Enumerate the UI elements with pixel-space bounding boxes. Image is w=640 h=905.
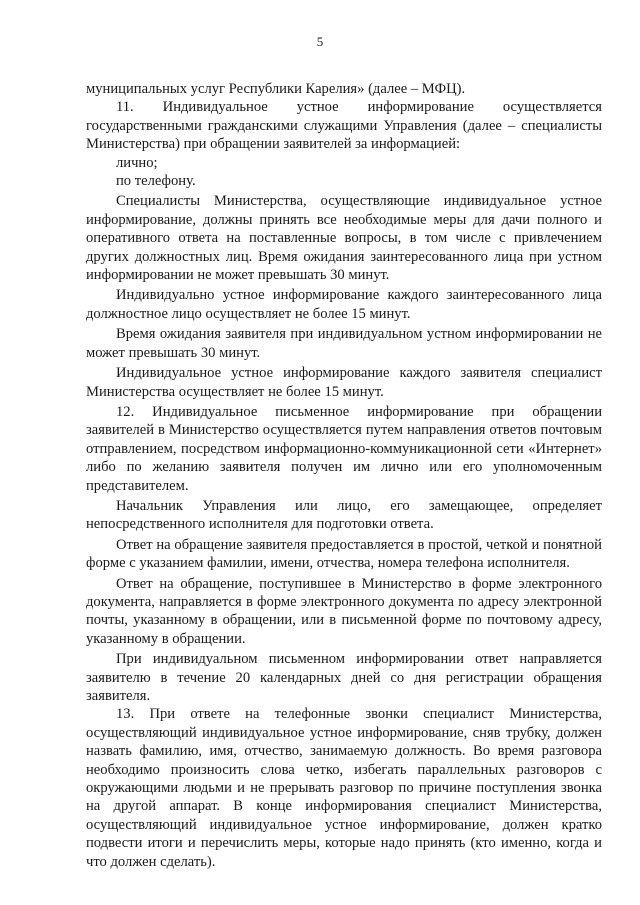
paragraph-head-of-department: Начальник Управления или лицо, его замещающее, определяет непосредственного исполнителя для подготовки ответа. [86,497,602,533]
paragraph-individual-oral-15min: Индивидуально устное информирование каждого заинтересованного лица должностное лицо осуществляет не более 15 минут. [86,287,602,322]
paragraph-waiting-time: Время ожидания заявителя при индивидуальном устном информировании не может превышать 30 минут. [86,326,602,361]
paragraph-specialist-15min: Индивидуальное устное информирование каждого заявителя специалист Министерства осуществляет не более 15 минут. [86,365,602,400]
paragraph-12: 12. Индивидуальное письменное информирование при обращении заявителей в Министерство осуществляется путем направления ответов почтовым отправлением, посредством информационно-коммуникационной сети «Интернет» либо по желанию заявителя получен им лично или его уполномоченным представителем. [86,403,602,494]
paragraph-11: 11. Индивидуальное устное информирование осуществляется государственными гражданскими служащими Управления (далее – специалисты Министерства) при обращении заявителей за информацией: [86,99,602,153]
paragraph-electronic-answer: Ответ на обращение, поступившее в Министерство в форме электронного документа, направляется в форме электронного документа по адресу электронной почты, указанному в обращении, или в письменной форме по почтовому адресу, указанному в обращении. [86,575,602,647]
paragraph-mfc-end: муниципальных услуг Республики Карелия» (далее – МФЦ). [86,81,466,97]
list-item-in-person: лично; [116,154,158,171]
paragraph-answer-form: Ответ на обращение заявителя предоставляется в простой, четкой и понятной форме с указанием фамилии, имени, отчества, номера телефона исполнителя. [86,536,602,572]
list-item-by-phone: по телефону. [116,173,196,190]
document-body [86,80,602,871]
page-number: 5 [316,34,324,49]
paragraph-13: 13. При ответе на телефонные звонки специалист Министерства, осуществляющий индивидуальное устное информирование, сняв трубку, должен назвать фамилию, имя, отчество, занимаемую должность. Во время разговора необходимо произносить слова четко, избегать параллельных разговоров с окружающими людьми и не прерывать разговор по причине поступления звонка на другой аппарат. В конце информирования специалист Министерства, осуществляющий индивидуальное устное информирование, должен кратко подвести итоги и перечислить меры, которые надо принять (кто именно, когда и что должен сделать). [86,706,602,870]
paragraph-specialists: Специалисты Министерства, осуществляющие индивидуальное устное информирование, должны принять все необходимые меры для дачи полного и оперативного ответа на поставленные вопросы, в том числе с привлечением других должностных лиц. Время ожидания заинтересованного лица при устном информировании не может превышать 30 минут. [86,193,602,284]
paragraph-20-days: При индивидуальном письменном информировании ответ направляется заявителю в течение 20 календарных дней со дня регистрации обращения заявителя. [86,651,602,704]
